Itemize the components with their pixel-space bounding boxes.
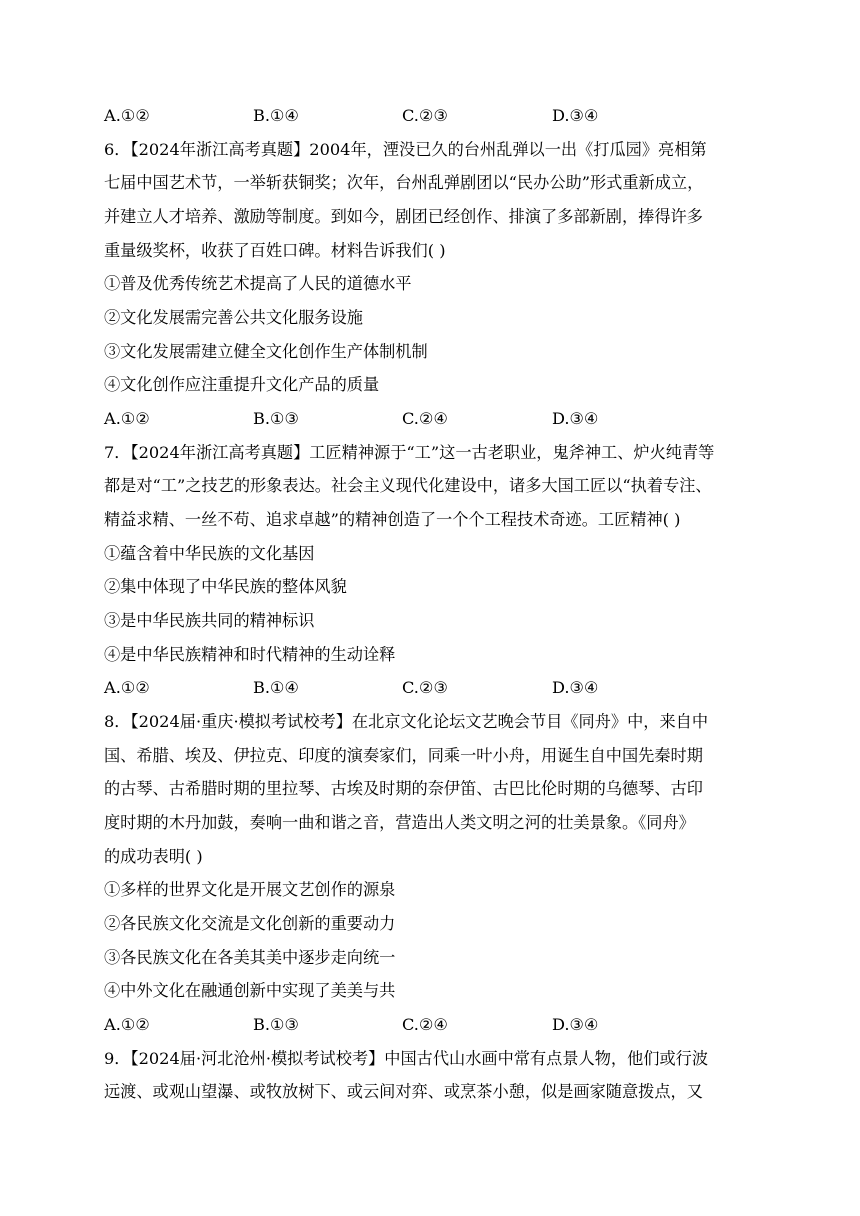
statement-4: ④是中华民族精神和时代精神的生动诠释	[104, 645, 396, 664]
option-c: C.②④	[402, 409, 448, 428]
question-8-text: 国、希腊、埃及、伊拉克、印度的演奏家们，同乘一叶小舟，用诞生自中国先秦时期	[104, 746, 703, 765]
option-a: A.①②	[104, 106, 150, 125]
question-6-text: 重量级奖杯，收获了百姓口碑。材料告诉我们( )	[104, 241, 446, 260]
question-8-text: 8．【2024届·重庆·模拟考试校考】在北京文化论坛文艺晚会节目《同舟》中，来自中	[104, 712, 709, 731]
option-d: D.③④	[552, 106, 599, 125]
option-d: D.③④	[552, 409, 599, 428]
question-7-text: 都是对“工”之技艺的形象表达。社会主义现代化建设中，诸多大国工匠以“执着专注、	[104, 476, 712, 495]
question-6-text: 6．【2024年浙江高考真题】2004年，湮没已久的台州乱弹以一出《打瓜园》亮相第	[104, 140, 707, 159]
statement-3: ③是中华民族共同的精神标识	[104, 611, 315, 630]
statement-3: ③各民族文化在各美其美中逐步走向统一	[104, 948, 396, 967]
statement-2: ②文化发展需完善公共文化服务设施	[104, 308, 363, 327]
question-8-text: 的古琴、古希腊时期的里拉琴、古埃及时期的奈伊笛、古巴比伦时期的乌德琴、古印	[104, 779, 703, 798]
option-d: D.③④	[552, 1015, 599, 1034]
statement-1: ①多样的世界文化是开展文艺创作的源泉	[104, 880, 396, 899]
option-a: A.①②	[104, 1015, 150, 1034]
option-b: B.①③	[253, 409, 300, 428]
question-7-text: 精益求精、一丝不苟、追求卓越”的精神创造了一个个工程技术奇迹。工匠精神( )	[104, 510, 681, 529]
question-6-text: 七届中国艺术节，一举斩获铜奖；次年，台州乱弹剧团以“民办公助”形式重新成立，	[104, 173, 704, 192]
statement-4: ④文化创作应注重提升文化产品的质量	[104, 375, 380, 394]
statement-3: ③文化发展需建立健全文化创作生产体制机制	[104, 342, 428, 361]
option-a: A.①②	[104, 409, 150, 428]
option-a: A.①②	[104, 678, 150, 697]
question-9-text: 9．【2024届·河北沧州·模拟考试校考】中国古代山水画中常有点景人物，他们或行波	[104, 1049, 709, 1068]
question-8-text: 的成功表明( )	[104, 847, 203, 866]
statement-4: ④中外文化在融通创新中实现了美美与共	[104, 981, 396, 1000]
statement-2: ②各民族文化交流是文化创新的重要动力	[104, 914, 396, 933]
statement-1: ①普及优秀传统艺术提高了人民的道德水平	[104, 274, 412, 293]
statement-2: ②集中体现了中华民族的整体风貌	[104, 577, 347, 596]
option-c: C.②④	[402, 1015, 448, 1034]
option-b: B.①④	[253, 106, 300, 125]
question-7-text: 7．【2024年浙江高考真题】工匠精神源于“工”这一古老职业，鬼斧神工、炉火纯青等	[104, 443, 715, 462]
option-b: B.①④	[253, 678, 300, 697]
option-d: D.③④	[552, 678, 599, 697]
question-9-text: 远渡、或观山望瀑、或牧放树下、或云间对弈、或烹茶小憩，似是画家随意拨点，又	[104, 1082, 703, 1101]
question-6-text: 并建立人才培养、激励等制度。到如今，剧团已经创作、排演了多部新剧，捧得许多	[104, 207, 703, 226]
option-b: B.①③	[253, 1015, 300, 1034]
option-c: C.②③	[402, 678, 448, 697]
option-c: C.②③	[402, 106, 448, 125]
question-8-text: 度时期的木丹加鼓，奏响一曲和谐之音，营造出人类文明之河的壮美景象。《同舟》	[104, 813, 695, 832]
statement-1: ①蕴含着中华民族的文化基因	[104, 544, 315, 563]
